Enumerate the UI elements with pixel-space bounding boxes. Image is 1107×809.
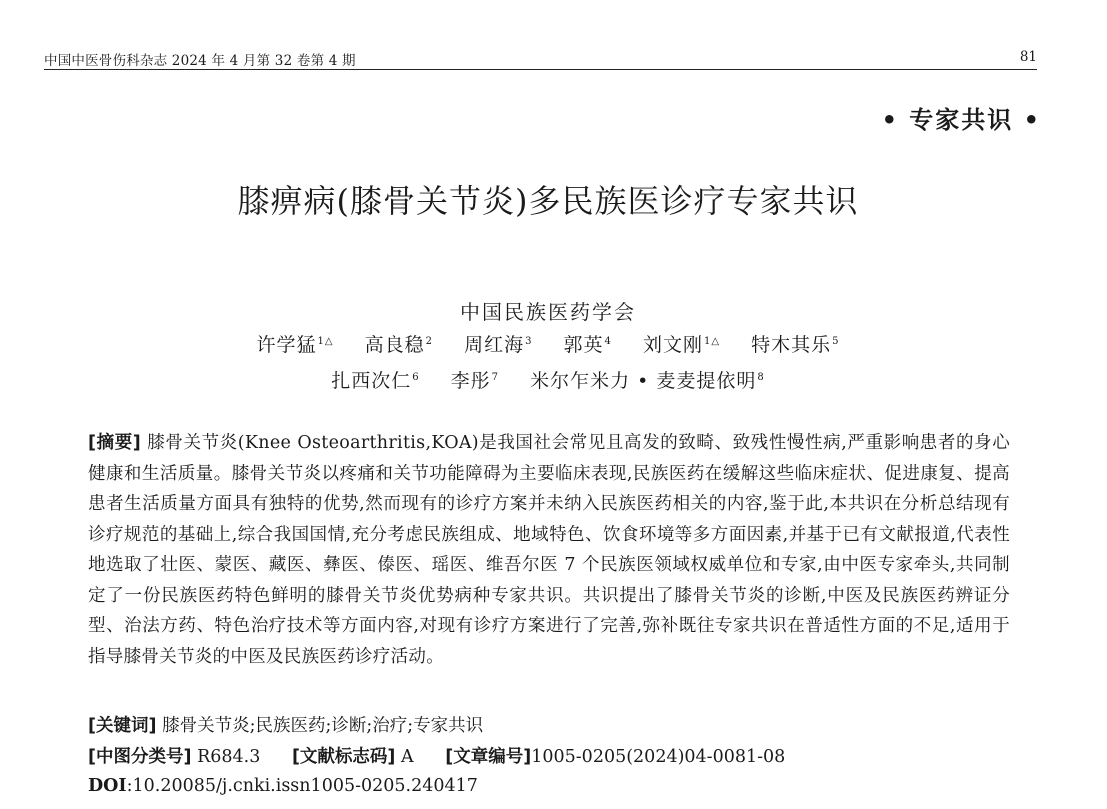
authors-line-2 xyxy=(0,366,1096,393)
author: 特木其乐$^5$ xyxy=(751,334,840,356)
doi xyxy=(88,776,478,796)
article-number: [文章编号]1005-0205(2024)04-0081-08 xyxy=(445,747,786,767)
author: 李彤$^7$ xyxy=(450,370,500,392)
keywords xyxy=(88,712,1010,737)
journal-info: 中国中医骨伤科杂志 2024 年 4 月第 32 卷第 4 期 xyxy=(44,53,356,69)
abstract-label: [摘要] xyxy=(88,433,142,453)
page-number: 81 xyxy=(1019,49,1037,65)
doi-label: DOI xyxy=(88,776,127,796)
keywords-label: [关键词] xyxy=(88,716,157,736)
author: 扎西次仁$^6$ xyxy=(331,370,420,392)
document-code: [文献标志码] A xyxy=(291,747,414,767)
article-title: 膝痹病(膝骨关节炎)多民族医诊疗专家共识 xyxy=(237,182,859,220)
author: 刘文刚$^{1\triangle}$ xyxy=(642,334,721,356)
author: 许学猛$^{1\triangle}$ xyxy=(256,334,334,356)
doi-value: :10.20085/j.cnki.issn1005-0205.240417 xyxy=(126,776,478,796)
author: 高良稳$^2$ xyxy=(364,334,434,356)
page-header xyxy=(44,49,1037,70)
author: 周红海$^3$ xyxy=(464,334,533,356)
classification-number: [中图分类号] R684.3 xyxy=(88,747,261,767)
authors-line-1 xyxy=(0,330,1096,357)
article-metadata xyxy=(88,743,1010,768)
author: 郭英$^4$ xyxy=(563,334,612,356)
author-organization: 中国民族医药学会 xyxy=(460,300,636,324)
keywords-text: 膝骨关节炎;民族医药;诊断;治疗;专家共识 xyxy=(162,716,484,736)
abstract xyxy=(88,428,1010,672)
author: 米尔乍米力 • 麦麦提依明$^8$ xyxy=(530,370,765,392)
section-label: • 专家共识 • xyxy=(881,106,1041,134)
abstract-text: 膝骨关节炎(Knee Osteoarthritis,KOA)是我国社会常见且高发的致畸、致残性慢性病,严重影响患者的身心健康和生活质量。膝骨关节炎以疼痛和关节功能障碍为主要临床表现,民族医药在缓解这些临床症状、促进康复、提高患者生活质量方面具有独特的优势,然而现有的诊疗方案并未纳入民族医药相关的内容,鉴于此,本共识在分析总结现有诊疗规范的基础上,综合我国国情,充分考虑民族组成、地域特色、饮食环境等多方面因素,并基于已有文献报道,代表性地选取了壮医、蒙医、藏医、彝医、傣医、瑶医、维吾尔医 7 个民族医领域权威单位和专家,由中医专家牵头,共同制定了一份民族医药特色鲜明的膝骨关节炎优势病种专家共识。共识提出了膝骨关节炎的诊断,中医及民族医药辨证分型、治法方药、特色治疗技术等方面内容,对现有诊疗方案进行了完善,弥补既往专家共识在普适性方面的不足,适用于指导膝骨关节炎的中医及民族医药诊疗活动。 xyxy=(88,433,1010,667)
